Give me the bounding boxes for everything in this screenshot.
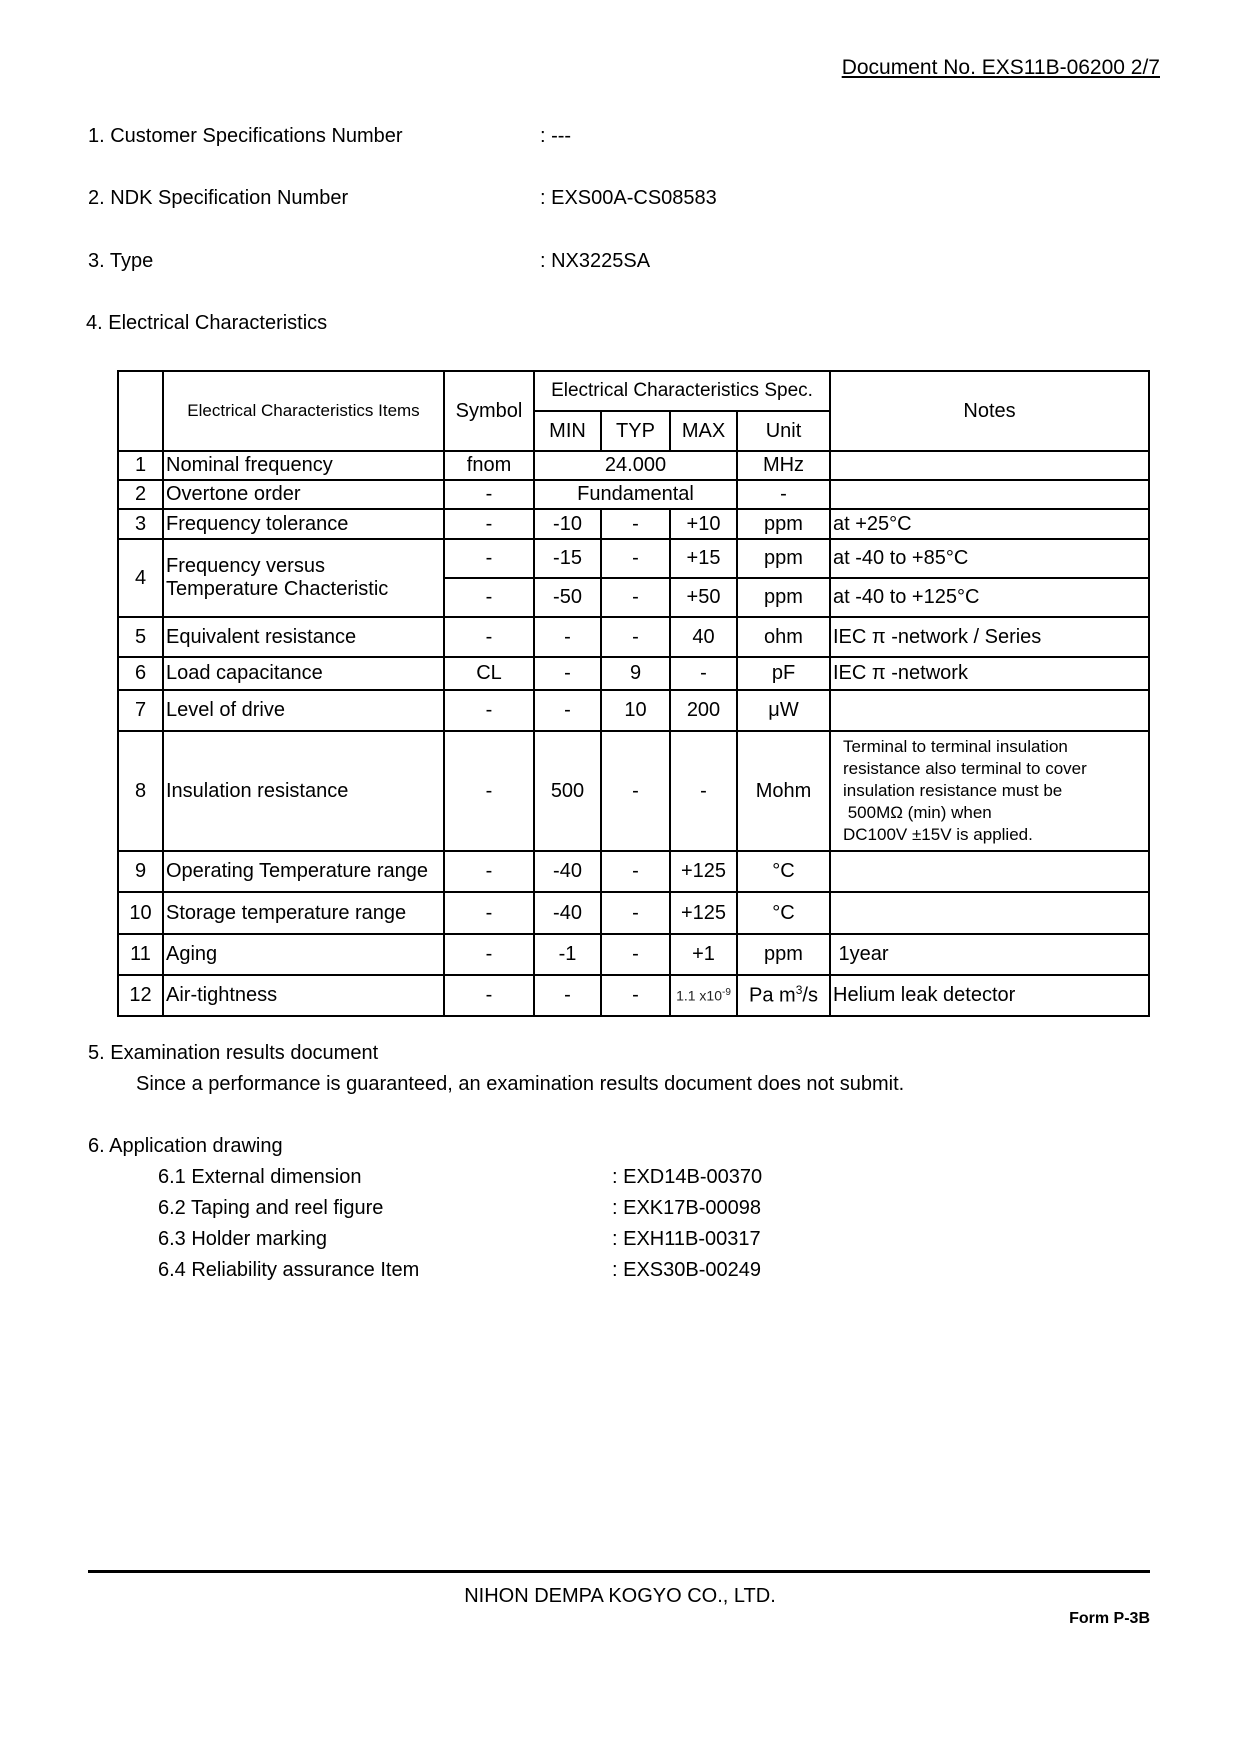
row-notes: IEC π -network / Series	[830, 617, 1149, 657]
row-notes	[830, 731, 1149, 851]
row-symbol: fnom	[444, 451, 534, 480]
table-row	[118, 480, 1149, 509]
row-item: Equivalent resistance	[163, 617, 444, 657]
row-symbol: -	[444, 731, 534, 851]
drawing-label: 6.1 External dimension	[158, 1166, 362, 1188]
type-value: : NX3225SA	[540, 250, 651, 272]
row-unit: pF	[737, 657, 830, 690]
row-unit: ppm	[737, 934, 830, 975]
row-symbol: -	[444, 934, 534, 975]
row-unit: MHz	[737, 451, 830, 480]
row-unit	[737, 975, 830, 1016]
row-symbol: -	[444, 690, 534, 731]
row-no: 3	[118, 509, 163, 539]
insulation-note-line: resistance also terminal to cover	[843, 759, 1087, 778]
row-unit: -	[737, 480, 830, 509]
row-no: 8	[118, 731, 163, 851]
row-no: 6	[118, 657, 163, 690]
insulation-note-line: 500MΩ (min) when	[843, 803, 992, 822]
row-unit: ppm	[737, 539, 830, 578]
row-item: Overtone order	[163, 480, 444, 509]
row-notes	[830, 892, 1149, 934]
row-min: -	[534, 617, 601, 657]
row-symbol: -	[444, 975, 534, 1016]
row-typ: -	[601, 578, 670, 617]
table-row	[118, 509, 1149, 539]
row-unit-base: Pa m	[749, 984, 796, 1007]
row-max	[670, 975, 737, 1016]
row-unit-exp: 3	[795, 983, 803, 998]
ndk-spec-label: 2. NDK Specification Number	[88, 187, 349, 209]
row-item: Storage temperature range	[163, 892, 444, 934]
table-header-row	[118, 371, 1149, 411]
row-symbol: CL	[444, 657, 534, 690]
row-symbol: -	[444, 578, 534, 617]
row-max: +125	[670, 851, 737, 892]
drawing-value: : EXS30B-00249	[612, 1259, 761, 1281]
table-row	[118, 657, 1149, 690]
row-max: +15	[670, 539, 737, 578]
electrical-characteristics-table	[117, 370, 1150, 1017]
row-unit: μW	[737, 690, 830, 731]
row-symbol: -	[444, 539, 534, 578]
header-max: MAX	[670, 411, 737, 451]
type-line	[88, 250, 651, 273]
row-symbol: -	[444, 509, 534, 539]
row-min: -15	[534, 539, 601, 578]
row-max: -	[670, 731, 737, 851]
row-unit: Mohm	[737, 731, 830, 851]
row-no: 2	[118, 480, 163, 509]
row-item-line1: Frequency versus	[166, 555, 325, 577]
table-row	[118, 975, 1149, 1016]
row-notes: IEC π -network	[830, 657, 1149, 690]
row-item: Operating Temperature range	[163, 851, 444, 892]
application-drawing-item	[158, 1228, 761, 1251]
application-drawing-item	[158, 1197, 761, 1220]
ndk-spec-value: : EXS00A-CS08583	[540, 187, 717, 209]
header-typ: TYP	[601, 411, 670, 451]
row-value: 24.000	[534, 451, 737, 480]
header-spec: Electrical Characteristics Spec.	[534, 371, 830, 411]
row-unit-tail: /s	[802, 984, 818, 1007]
table-row	[118, 539, 1149, 578]
form-number: Form P-3B	[1069, 1610, 1150, 1627]
row-symbol: -	[444, 851, 534, 892]
row-max: -	[670, 657, 737, 690]
drawing-label: 6.2 Taping and reel figure	[158, 1197, 384, 1219]
type-label: 3. Type	[88, 250, 154, 272]
row-unit: °C	[737, 851, 830, 892]
row-notes: at +25°C	[830, 509, 1149, 539]
row-typ: 10	[601, 690, 670, 731]
insulation-note-line: insulation resistance must be	[843, 781, 1063, 800]
insulation-note-line: DC100V ±15V is applied.	[843, 825, 1033, 844]
section5-text: Since a performance is guaranteed, an examination results document does not submit.	[136, 1073, 905, 1095]
drawing-label: 6.4 Reliability assurance Item	[158, 1259, 420, 1281]
row-min: -	[534, 690, 601, 731]
row-no: 12	[118, 975, 163, 1016]
row-unit: ppm	[737, 509, 830, 539]
row-max: +50	[670, 578, 737, 617]
row-item: Level of drive	[163, 690, 444, 731]
header-no	[118, 371, 163, 451]
row-unit: ppm	[737, 578, 830, 617]
header-items: Electrical Characteristics Items	[163, 371, 444, 451]
header-min: MIN	[534, 411, 601, 451]
table-row	[118, 892, 1149, 934]
row-symbol: -	[444, 617, 534, 657]
row-min: 500	[534, 731, 601, 851]
electrical-characteristics-title: 4. Electrical Characteristics	[86, 312, 328, 334]
row-no: 10	[118, 892, 163, 934]
drawing-value: : EXK17B-00098	[612, 1197, 761, 1219]
row-typ: -	[601, 934, 670, 975]
header-notes: Notes	[830, 371, 1149, 451]
row-item-line2: Temperature Chacteristic	[166, 578, 389, 600]
table-row	[118, 451, 1149, 480]
row-max: +1	[670, 934, 737, 975]
row-min: -40	[534, 851, 601, 892]
row-notes	[830, 451, 1149, 480]
drawing-value: : EXH11B-00317	[612, 1228, 761, 1250]
row-no: 4	[118, 539, 163, 617]
drawing-value: : EXD14B-00370	[612, 1166, 763, 1188]
application-drawing-item	[158, 1166, 763, 1189]
row-item: Insulation resistance	[163, 731, 444, 851]
row-min: -1	[534, 934, 601, 975]
row-unit: °C	[737, 892, 830, 934]
table-row	[118, 690, 1149, 731]
table-row	[118, 731, 1149, 851]
header-unit: Unit	[737, 411, 830, 451]
row-no: 1	[118, 451, 163, 480]
row-notes	[830, 851, 1149, 892]
section5-title: 5. Examination results document	[88, 1042, 379, 1064]
row-item: Air-tightness	[163, 975, 444, 1016]
row-notes: Helium leak detector	[830, 975, 1149, 1016]
row-value: Fundamental	[534, 480, 737, 509]
row-no: 7	[118, 690, 163, 731]
row-typ: -	[601, 617, 670, 657]
company-name: NIHON DEMPA KOGYO CO., LTD.	[464, 1585, 776, 1607]
row-notes: 1year	[830, 934, 1149, 975]
row-no: 5	[118, 617, 163, 657]
section6-title: 6. Application drawing	[88, 1135, 283, 1157]
document-number: Document No. EXS11B-06200 2/7	[841, 56, 1160, 79]
row-typ: 9	[601, 657, 670, 690]
row-min: -	[534, 975, 601, 1016]
row-max-exp: -9	[722, 987, 731, 999]
row-notes	[830, 480, 1149, 509]
row-min: -10	[534, 509, 601, 539]
row-typ: -	[601, 892, 670, 934]
row-unit: ohm	[737, 617, 830, 657]
row-typ: -	[601, 851, 670, 892]
application-drawing-item	[158, 1259, 761, 1282]
row-min: -40	[534, 892, 601, 934]
table-row	[118, 934, 1149, 975]
header-symbol: Symbol	[444, 371, 534, 451]
row-max: +125	[670, 892, 737, 934]
row-no: 9	[118, 851, 163, 892]
row-max-base: 1.1 x10	[676, 987, 723, 1004]
row-max: 200	[670, 690, 737, 731]
customer-spec-label: 1. Customer Specifications Number	[88, 125, 403, 147]
row-min: -	[534, 657, 601, 690]
row-typ: -	[601, 731, 670, 851]
row-no: 11	[118, 934, 163, 975]
table-row	[118, 617, 1149, 657]
row-typ: -	[601, 975, 670, 1016]
row-item: Frequency tolerance	[163, 509, 444, 539]
footer-divider	[88, 1570, 1150, 1573]
table-row	[118, 851, 1149, 892]
row-max: 40	[670, 617, 737, 657]
row-notes	[830, 690, 1149, 731]
row-max: +10	[670, 509, 737, 539]
row-item	[163, 539, 444, 617]
insulation-note-line: Terminal to terminal insulation	[843, 737, 1068, 756]
row-notes: at -40 to +125°C	[830, 578, 1149, 617]
row-notes: at -40 to +85°C	[830, 539, 1149, 578]
ndk-spec-number	[88, 187, 717, 210]
customer-spec-value: : ---	[540, 125, 572, 147]
customer-spec-number	[88, 125, 572, 148]
row-item: Nominal frequency	[163, 451, 444, 480]
row-item: Load capacitance	[163, 657, 444, 690]
row-typ: -	[601, 509, 670, 539]
row-symbol: -	[444, 892, 534, 934]
row-symbol: -	[444, 480, 534, 509]
row-item: Aging	[163, 934, 444, 975]
row-typ: -	[601, 539, 670, 578]
drawing-label: 6.3 Holder marking	[158, 1228, 327, 1250]
row-min: -50	[534, 578, 601, 617]
